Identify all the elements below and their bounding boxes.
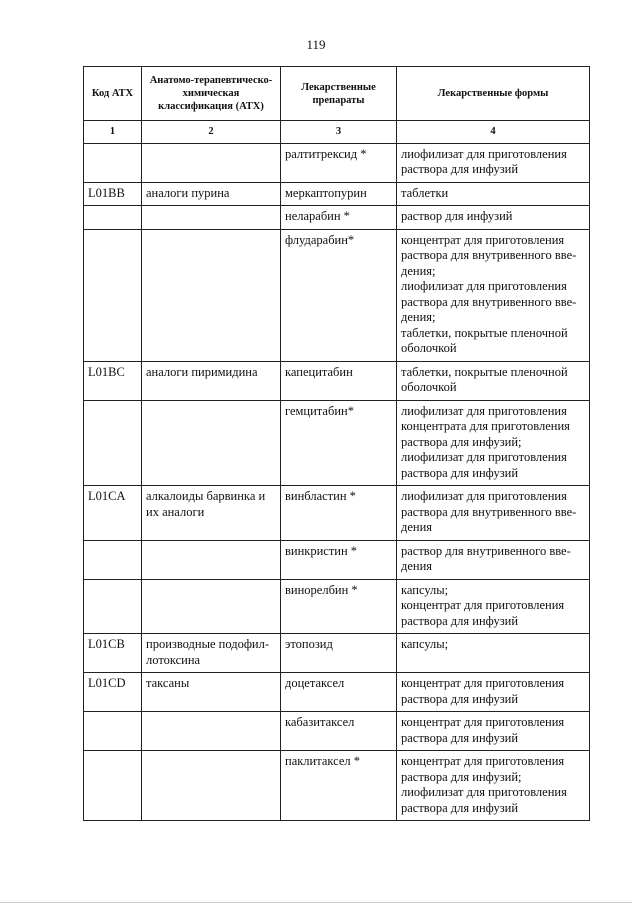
- dosage-form-line: концентрат для приготовления: [401, 754, 565, 768]
- dosage-form-line: раствора для инфузий: [401, 465, 519, 480]
- atc-code-cell: [84, 712, 142, 751]
- table-row: [84, 751, 590, 821]
- dosage-form-line: концентрата для приготовления: [401, 419, 570, 433]
- atc-code-cell: L01CA: [84, 486, 142, 541]
- dosage-forms-cell: [397, 143, 590, 182]
- table-header-row: [84, 67, 590, 121]
- dosage-form-line: раствора для внутривенного вве-: [401, 294, 577, 309]
- dosage-forms-cell: [397, 182, 590, 206]
- table-row: [84, 579, 590, 634]
- dosage-form-line: раствора для инфузий: [401, 162, 519, 176]
- dosage-form-line: раствора для внутривенного вве-: [401, 248, 577, 262]
- dosage-form-line: дения: [401, 559, 433, 573]
- atc-class-cell: [142, 143, 281, 182]
- dosage-form-line: раствора для инфузий: [401, 691, 519, 706]
- dosage-form-line: дения;: [401, 263, 436, 278]
- dosage-forms-cell: [397, 634, 590, 673]
- drug-name-cell: доцетаксел: [281, 673, 397, 712]
- atc-class-cell: [142, 712, 281, 751]
- dosage-form-line: раствора для инфузий: [401, 800, 519, 815]
- atc-class-cell: [142, 229, 281, 361]
- table-row: [84, 361, 590, 400]
- drug-name-cell: винбластин *: [281, 486, 397, 541]
- atc-class-cell: [142, 751, 281, 821]
- dosage-form-line: лиофилизат для приготовления: [401, 403, 567, 418]
- scan-edge-line: [0, 902, 632, 903]
- dosage-form-line: дения;: [401, 310, 436, 324]
- atc-class-cell: [142, 400, 281, 486]
- atc-code-cell: [84, 579, 142, 634]
- column-number: 3: [281, 121, 397, 144]
- dosage-forms-cell: [397, 206, 590, 230]
- column-number: 4: [397, 121, 590, 144]
- table-row: [84, 143, 590, 182]
- atc-class-cell: [142, 540, 281, 579]
- drug-name-cell: гемцитабин*: [281, 400, 397, 486]
- atc-code-cell: L01CB: [84, 634, 142, 673]
- table-row: [84, 673, 590, 712]
- dosage-form-line: раствора для инфузий;: [401, 769, 522, 784]
- dosage-forms-cell: [397, 361, 590, 400]
- dosage-forms-cell: [397, 540, 590, 579]
- dosage-forms-cell: [397, 579, 590, 634]
- header-drugs: Лекарственные препараты: [281, 67, 397, 121]
- header-dosage-forms: Лекарственные формы: [397, 67, 590, 121]
- drug-name-cell: кабазитаксел: [281, 712, 397, 751]
- dosage-form-line: лиофилизат для приготовления: [401, 785, 567, 799]
- dosage-form-line: оболочкой: [401, 380, 457, 394]
- drug-name-cell: меркаптопурин: [281, 182, 397, 206]
- atc-class-cell: [142, 206, 281, 230]
- dosage-form-line: лиофилизат для приготовления: [401, 146, 567, 161]
- table-row: [84, 206, 590, 230]
- dosage-form-line: лиофилизат для приготовления: [401, 450, 567, 464]
- header-atc-code: Код АТХ: [84, 67, 142, 121]
- dosage-form-line: раствора для внутривенного вве-: [401, 504, 577, 519]
- atc-code-cell: [84, 751, 142, 821]
- atc-code-cell: L01BB: [84, 182, 142, 206]
- drug-name-cell: винкристин *: [281, 540, 397, 579]
- dosage-forms-cell: [397, 400, 590, 486]
- dosage-forms-cell: [397, 486, 590, 541]
- drug-name-cell: капецитабин: [281, 361, 397, 400]
- atc-code-cell: [84, 229, 142, 361]
- atc-class-cell: аналоги пиримидина: [142, 361, 281, 400]
- page-number: 119: [306, 37, 326, 52]
- dosage-form-line: капсулы;: [401, 582, 449, 597]
- dosage-form-line: раствор для внутривенного вве-: [401, 543, 571, 558]
- drug-name-cell: этопозид: [281, 634, 397, 673]
- atc-class-cell: алкалоиды барвинка и их аналоги: [142, 486, 281, 541]
- atc-code-cell: [84, 540, 142, 579]
- dosage-form-line: лиофилизат для приготовления: [401, 489, 567, 503]
- column-number-row: [84, 121, 590, 144]
- drug-table: [83, 66, 590, 821]
- atc-code-cell: L01BC: [84, 361, 142, 400]
- atc-code-cell: [84, 400, 142, 486]
- table-row: [84, 712, 590, 751]
- table-row: [84, 182, 590, 206]
- table-row: [84, 486, 590, 541]
- dosage-form-line: таблетки, покрытые пленочной: [401, 364, 568, 379]
- table-body: [84, 143, 590, 821]
- atc-class-cell: аналоги пурина: [142, 182, 281, 206]
- atc-code-cell: [84, 143, 142, 182]
- table-row: [84, 229, 590, 361]
- dosage-form-line: оболочкой: [401, 341, 457, 355]
- drug-name-cell: ралтитрексид *: [281, 143, 397, 182]
- drug-name-cell: винорелбин *: [281, 579, 397, 634]
- dosage-forms-cell: [397, 229, 590, 361]
- atc-code-cell: L01CD: [84, 673, 142, 712]
- atc-class-cell: производные подофил-лотоксина: [142, 634, 281, 673]
- dosage-form-line: лиофилизат для приготовления: [401, 279, 567, 293]
- dosage-form-line: концентрат для приготовления: [401, 715, 565, 729]
- dosage-form-line: раствора для инфузий: [401, 730, 519, 745]
- table-row: [84, 400, 590, 486]
- dosage-form-line: капсулы;: [401, 637, 449, 651]
- dosage-form-line: раствора для инфузий;: [401, 434, 522, 449]
- atc-class-cell: таксаны: [142, 673, 281, 712]
- dosage-form-line: таблетки, покрытые пленочной: [401, 325, 568, 340]
- drug-name-cell: неларабин *: [281, 206, 397, 230]
- column-number: 2: [142, 121, 281, 144]
- header-atc-classification: Анатомо-терапевтическо-химическая классификация (АТХ): [142, 67, 281, 121]
- dosage-form-line: концентрат для приготовления: [401, 676, 565, 690]
- table-row: [84, 540, 590, 579]
- column-number: 1: [84, 121, 142, 144]
- atc-code-cell: [84, 206, 142, 230]
- dosage-form-line: концентрат для приготовления: [401, 598, 565, 612]
- dosage-form-line: раствора для инфузий: [401, 613, 519, 628]
- dosage-form-line: концентрат для приготовления: [401, 232, 565, 247]
- drug-name-cell: паклитаксел *: [281, 751, 397, 821]
- atc-class-cell: [142, 579, 281, 634]
- dosage-forms-cell: [397, 712, 590, 751]
- dosage-form-line: дения: [401, 520, 433, 534]
- drug-name-cell: флударабин*: [281, 229, 397, 361]
- table-row: [84, 634, 590, 673]
- dosage-form-line: раствор для инфузий: [401, 209, 513, 223]
- dosage-form-line: таблетки: [401, 185, 449, 200]
- dosage-forms-cell: [397, 673, 590, 712]
- dosage-forms-cell: [397, 751, 590, 821]
